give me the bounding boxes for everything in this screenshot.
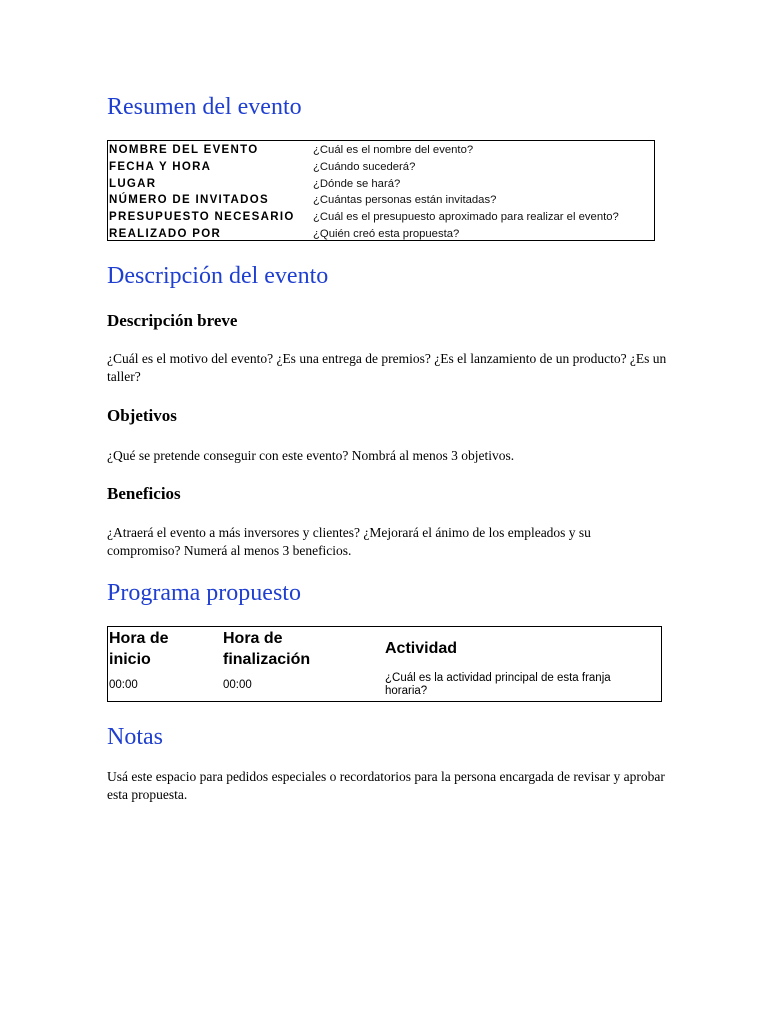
summary-row-budget	[108, 209, 654, 226]
column-header-start: Hora de inicio	[109, 630, 169, 668]
summary-label: NÚMERO DE INVITADOS	[109, 194, 269, 207]
summary-label: FECHA Y HORA	[109, 161, 212, 174]
brief-heading: Descripción breve	[107, 311, 238, 330]
benefits-heading: Beneficios	[107, 484, 181, 503]
summary-row-author	[108, 225, 654, 242]
summary-label: NOMBRE DEL EVENTO	[109, 144, 259, 157]
summary-value[interactable]: ¿Cuándo sucederá?	[313, 161, 416, 174]
benefits-text[interactable]: ¿Atraerá el evento a más inversores y clientes? ¿Mejorará el ánimo de los empleados y su compromiso? Numerá al menos 3 beneficios.	[107, 525, 591, 558]
objectives-heading: Objetivos	[107, 406, 177, 425]
objectives-text[interactable]: ¿Qué se pretende conseguir con este evento? Nombrá al menos 3 objetivos.	[107, 448, 515, 463]
summary-value[interactable]: ¿Dónde se hará?	[313, 177, 401, 190]
schedule-table	[107, 626, 662, 702]
description-title: Descripción del evento	[107, 263, 329, 289]
end-time-cell[interactable]: 00:00	[223, 679, 252, 691]
summary-label: REALIZADO POR	[109, 227, 222, 240]
summary-row-guest-count	[108, 192, 654, 209]
summary-row-location	[108, 175, 654, 192]
summary-title: Resumen del evento	[107, 94, 302, 120]
summary-table	[107, 140, 655, 241]
column-header-activity: Actividad	[385, 640, 458, 657]
summary-label: LUGAR	[109, 177, 157, 190]
summary-label: PRESUPUESTO NECESARIO	[109, 211, 295, 224]
activity-cell[interactable]: ¿Cuál es la actividad principal de esta franja horaria?	[385, 672, 611, 697]
summary-value[interactable]: ¿Cuál es el nombre del evento?	[313, 144, 474, 157]
column-header-end: Hora de finalización	[223, 630, 311, 668]
notes-title: Notas	[107, 724, 163, 750]
summary-value[interactable]: ¿Cuántas personas están invitadas?	[313, 194, 497, 207]
summary-value[interactable]: ¿Quién creó esta propuesta?	[313, 227, 460, 240]
summary-value[interactable]: ¿Cuál es el presupuesto aproximado para realizar el evento?	[313, 211, 619, 224]
start-time-cell[interactable]: 00:00	[109, 679, 138, 691]
program-title: Programa propuesto	[107, 580, 301, 606]
summary-row-date-time	[108, 159, 654, 176]
brief-text[interactable]: ¿Cuál es el motivo del evento? ¿Es una entrega de premios? ¿Es el lanzamiento de un producto? ¿Es un taller?	[107, 351, 667, 384]
summary-row-event-name	[108, 142, 654, 159]
notes-text[interactable]: Usá este espacio para pedidos especiales o recordatorios para la persona encargada de revisar y aprobar esta propuesta.	[107, 769, 665, 802]
